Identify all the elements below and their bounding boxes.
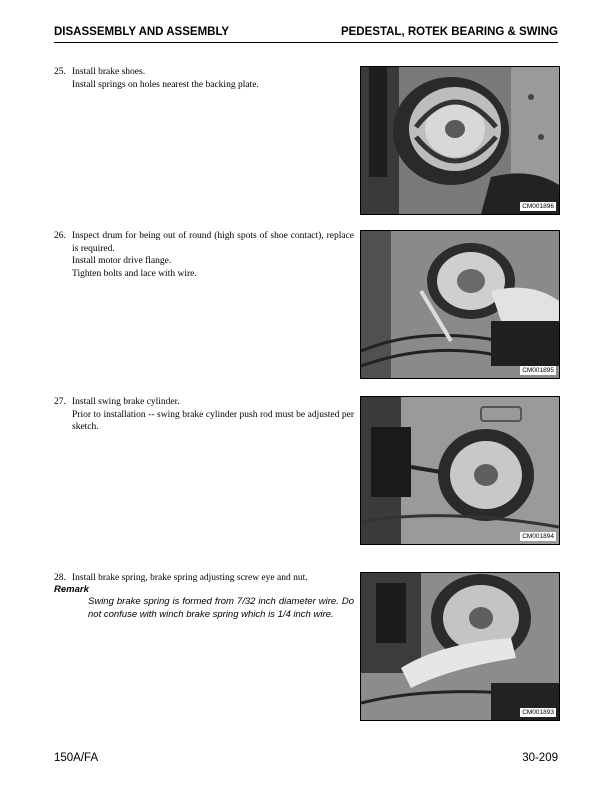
step-25 — [54, 66, 354, 91]
remark-label: Remark — [54, 584, 89, 595]
step-line: Install springs on holes nearest the backing plate. — [72, 79, 259, 90]
brake-spring-photo-drawing — [361, 573, 559, 720]
chapter-title: PEDESTAL, ROTEK BEARING & SWING — [340, 26, 558, 38]
step-26 — [54, 230, 354, 280]
step-line: Install brake spring, brake spring adjusting screw eye and nut. — [72, 573, 308, 583]
step-line: Prior to installation -- swing brake cylinder push rod must be adjusted per sketch. — [72, 409, 354, 432]
step-number: 25. — [54, 67, 66, 77]
step-number: 26. — [54, 231, 66, 241]
section-title: DISASSEMBLY AND ASSEMBLY — [54, 26, 230, 38]
step-text — [72, 396, 354, 434]
photo-drum-inspection — [360, 230, 560, 379]
step-text — [72, 572, 354, 585]
photo-brake-spring — [360, 572, 560, 721]
photo-caption: CM001894 — [522, 533, 554, 540]
step-line: Install brake shoes. — [72, 67, 146, 77]
photo-brake-cylinder — [360, 396, 560, 545]
step-text — [72, 66, 354, 91]
model-number: 150A/FA — [54, 752, 99, 764]
step-line: Install motor drive flange. — [72, 256, 172, 266]
photo-brake-shoes — [360, 66, 560, 215]
brake-cylinder-photo-drawing — [361, 397, 559, 544]
photo-caption: CM001893 — [522, 709, 554, 716]
remark-text: Swing brake spring is formed from 7/32 inch diameter wire. Do not confuse with winch brake spring which is 1/4 inch wire. — [88, 596, 354, 620]
step-line: Inspect drum for being out of round (high spots of shoe contact), replace is required. — [72, 231, 354, 254]
step-line: Tighten bolts and lace with wire. — [72, 268, 197, 279]
step-number: 28. — [54, 573, 66, 583]
page-header — [54, 24, 558, 43]
brake-shoes-photo-drawing — [361, 67, 559, 214]
step-line: Install swing brake cylinder. — [72, 397, 180, 407]
step-27 — [54, 396, 354, 434]
page-number: 30-209 — [522, 752, 558, 764]
step-number: 27. — [54, 397, 66, 407]
step-28 — [54, 572, 354, 585]
photo-caption: CM001896 — [522, 203, 554, 210]
step-text — [72, 230, 354, 280]
photo-caption: CM001895 — [522, 367, 554, 374]
drum-photo-drawing — [361, 231, 559, 378]
